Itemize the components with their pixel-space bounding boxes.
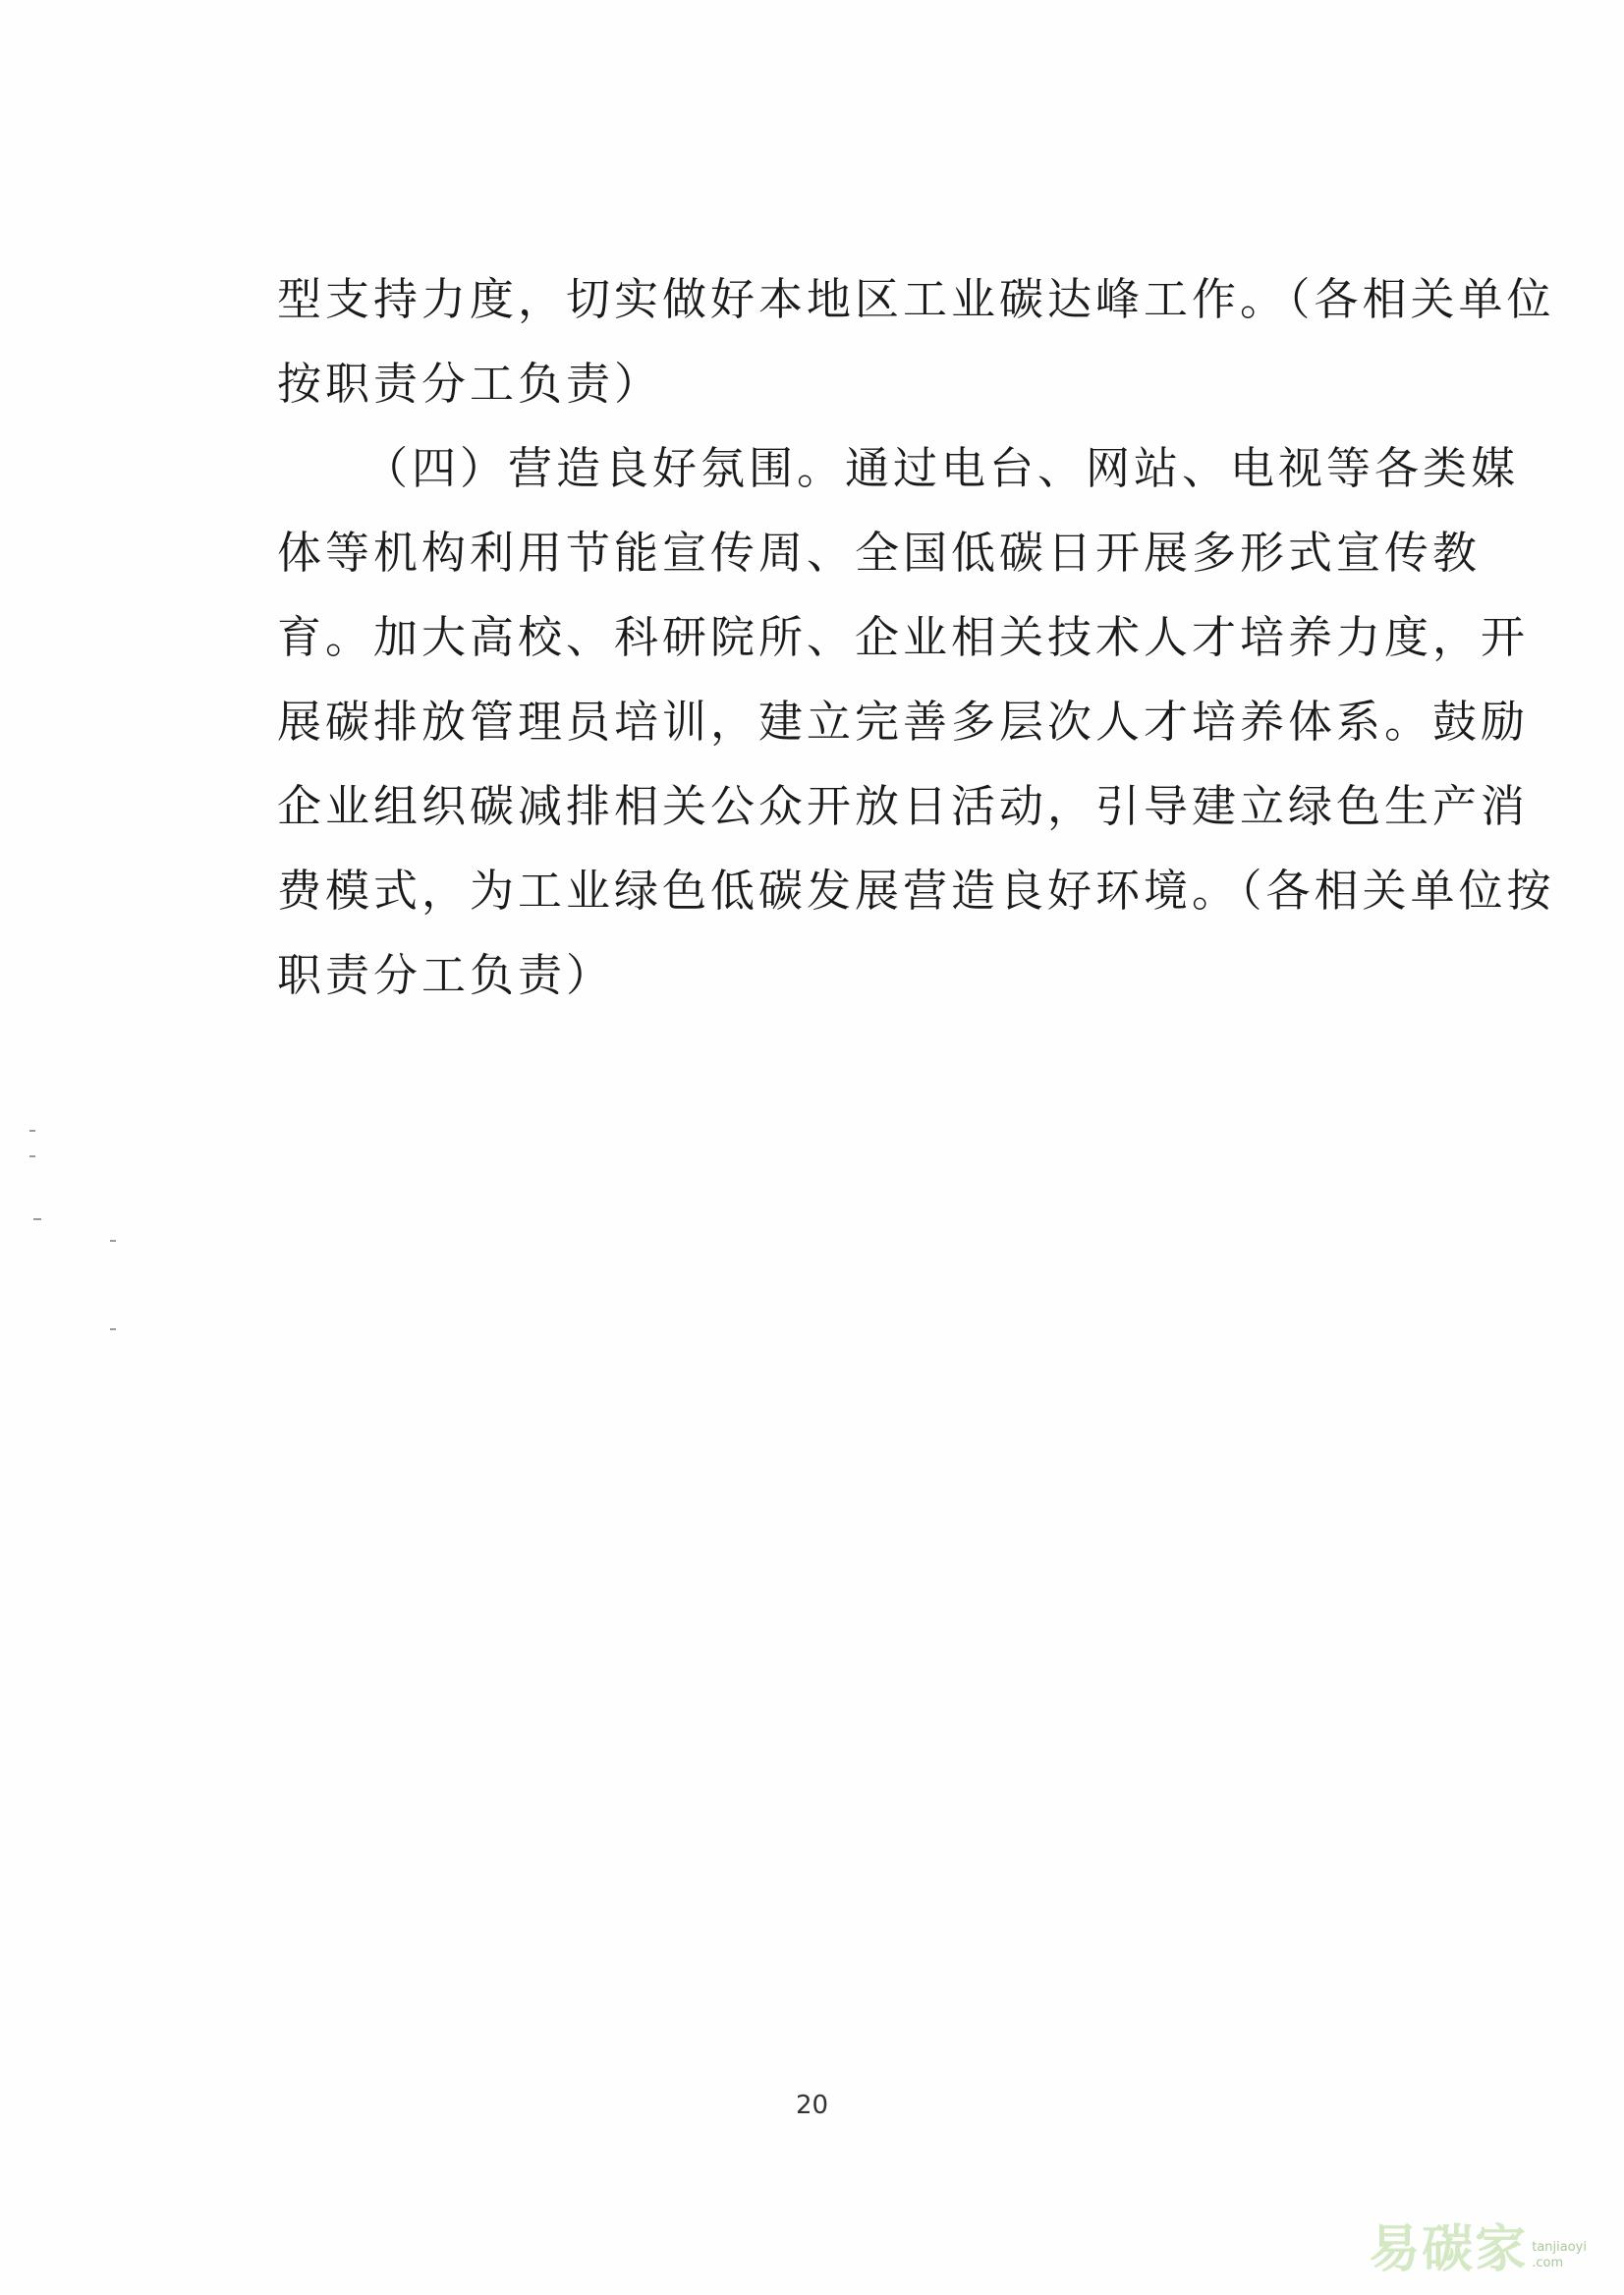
text-line: 企业组织碳减排相关公众开放日活动，引导建立绿色生产消 — [277, 780, 1530, 832]
text-line: 型支持力度，切实做好本地区工业碳达峰工作。（各相关单位 — [277, 273, 1555, 325]
scan-artifact — [110, 1240, 116, 1242]
scan-artifact — [33, 1218, 41, 1220]
body-text — [277, 257, 1555, 1018]
text-line: 育。加大高校、科研院所、企业相关技术人才培养力度，开 — [277, 611, 1530, 663]
watermark — [1369, 2208, 1587, 2281]
text-line: 费模式，为工业绿色低碳发展营造良好环境。（各相关单位按 — [277, 865, 1555, 917]
text-line: 体等机构利用节能宣传周、全国低碳日开展多形式宣传教 — [277, 527, 1482, 579]
scan-artifact — [29, 1155, 35, 1157]
text-line: 职责分工负责） — [277, 949, 615, 1001]
watermark-domain-line: tanjiaoyi — [1532, 2240, 1587, 2255]
scan-artifact — [29, 1130, 35, 1132]
text-line: 按职责分工负责） — [277, 358, 663, 410]
watermark-domain-line: .com — [1532, 2256, 1564, 2270]
scan-artifact — [110, 1328, 116, 1330]
section-heading-line: （四）营造良好氛围。通过电台、网站、电视等各类媒 — [364, 442, 1520, 494]
page-number: 20 — [795, 2091, 829, 2120]
watermark-domain — [1532, 2240, 1587, 2271]
watermark-logo: 易碳家 — [1369, 2220, 1529, 2279]
text-line: 展碳排放管理员培训，建立完善多层次人才培养体系。鼓励 — [277, 696, 1530, 748]
